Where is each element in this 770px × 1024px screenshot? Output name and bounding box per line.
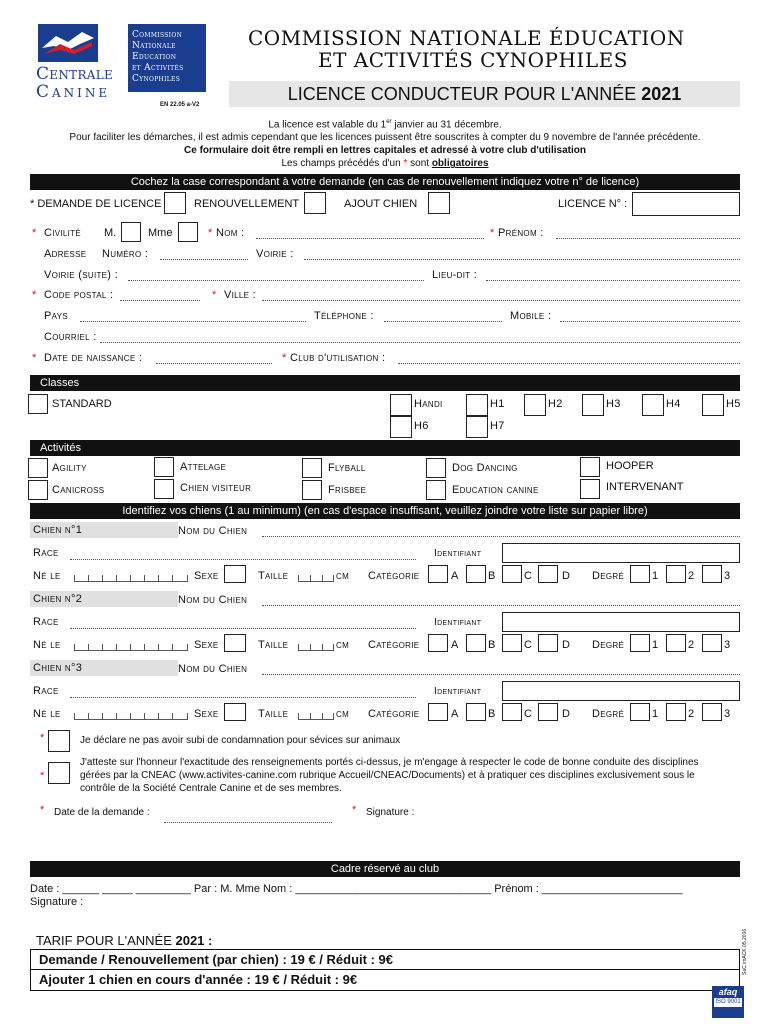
degre-2-label: 2 bbox=[688, 708, 695, 720]
taille-label: Taille bbox=[258, 708, 289, 720]
identifiant-label: Identifiant bbox=[434, 686, 482, 697]
categorie-label: Catégorie bbox=[368, 570, 420, 582]
code-postal-field[interactable] bbox=[120, 300, 200, 301]
nom-chien-field[interactable] bbox=[262, 605, 740, 606]
sexe-field[interactable] bbox=[224, 565, 246, 583]
h5-checkbox[interactable] bbox=[702, 394, 724, 416]
agility-checkbox[interactable] bbox=[28, 458, 48, 478]
cat-d-label: D bbox=[562, 639, 570, 651]
sexe-label: Sexe bbox=[194, 570, 219, 582]
ne-le-label: Né le bbox=[33, 639, 61, 651]
cat-b-label: B bbox=[488, 708, 496, 720]
nom-chien-label: Nom du Chien bbox=[178, 663, 248, 675]
education-canine-label: Education canine bbox=[452, 484, 539, 496]
sexe-field[interactable] bbox=[224, 634, 246, 652]
nom-chien-label: Nom du Chien bbox=[178, 525, 248, 537]
degre-2-label: 2 bbox=[688, 570, 695, 582]
civilite-mme: Mme bbox=[148, 227, 173, 239]
h3-checkbox[interactable] bbox=[582, 394, 604, 416]
h3-label: H3 bbox=[606, 398, 621, 410]
sexe-field[interactable] bbox=[224, 703, 246, 721]
degre-3-label: 3 bbox=[724, 570, 731, 582]
dog-title-1: Chien n°1 bbox=[30, 522, 178, 538]
identifiant-label: Identifiant bbox=[434, 548, 482, 559]
licence-band bbox=[229, 81, 740, 107]
h4-label: H4 bbox=[666, 398, 681, 410]
degre-3-label: 3 bbox=[724, 639, 731, 651]
h1-label: H1 bbox=[490, 398, 505, 410]
degre-3-checkbox[interactable] bbox=[702, 634, 722, 652]
lieu-dit-label: Lieu-dit : bbox=[432, 269, 478, 281]
dog-block-2 bbox=[0, 591, 770, 657]
h6-label: H6 bbox=[414, 420, 429, 432]
degre-2-checkbox[interactable] bbox=[666, 565, 686, 583]
h2-label: H2 bbox=[548, 398, 563, 410]
afaq-iso: ISO 9001 bbox=[715, 999, 741, 1005]
pays-label: Pays bbox=[44, 310, 68, 322]
degre-1-label: 1 bbox=[652, 570, 659, 582]
intro-block bbox=[20, 116, 750, 170]
cat-b-checkbox[interactable] bbox=[466, 703, 486, 721]
declaration-honneur-text: J'atteste sur l'honneur l'exactitude des renseignements portés ci-dessus, je m'engage à respecter le code de bonne conduite des disciplines gérées par la CNEAC (www.activites-canine.com rubrique Accueil/CNEAC/Documents) et à pratiquer ces disciplines exclusivement sous le contrôle de la Société Centrale Canine et de ses membres. bbox=[80, 757, 699, 794]
prenom-label: Prénom : bbox=[498, 227, 544, 239]
voirie-suite-label: Voirie (suite) : bbox=[44, 269, 118, 281]
frisbee-label: Frisbee bbox=[328, 484, 367, 496]
prenom-field[interactable] bbox=[556, 238, 740, 239]
dog-block-1 bbox=[0, 522, 770, 588]
licence-year: 2021 bbox=[641, 84, 682, 104]
dog-title-3: Chien n°3 bbox=[30, 660, 178, 676]
degre-label: Degré bbox=[592, 639, 625, 651]
h6-checkbox[interactable] bbox=[390, 416, 412, 438]
tarif-table bbox=[30, 949, 740, 991]
numero-field[interactable] bbox=[160, 259, 248, 260]
education-canine-checkbox[interactable] bbox=[426, 480, 446, 500]
logo-line: Nationale bbox=[132, 41, 176, 51]
nom-chien-label: Nom du Chien bbox=[178, 594, 248, 606]
logo-line: Commission bbox=[132, 30, 183, 40]
chien-visiteur-checkbox[interactable] bbox=[154, 479, 174, 499]
cat-a-checkbox[interactable] bbox=[428, 565, 448, 583]
cat-b-checkbox[interactable] bbox=[466, 565, 486, 583]
telephone-label: Téléphone : bbox=[314, 310, 374, 322]
form-code: EN 22.05 a-V2 bbox=[160, 102, 200, 108]
demande-bar: Cochez la case correspondant à votre demande (en cas de renouvellement indiquez votre n° de licence) bbox=[30, 174, 740, 190]
cat-d-checkbox[interactable] bbox=[538, 565, 558, 583]
logo-line: Cynophiles bbox=[132, 74, 181, 84]
chien-visiteur-label: Chien visiteur bbox=[180, 482, 252, 494]
afaq-text: afaq bbox=[718, 987, 738, 997]
attelage-checkbox[interactable] bbox=[154, 457, 174, 477]
degre-1-checkbox[interactable] bbox=[630, 634, 650, 652]
h4-checkbox[interactable] bbox=[642, 394, 664, 416]
degre-2-checkbox[interactable] bbox=[666, 634, 686, 652]
licence-no-label: LICENCE N° : bbox=[558, 198, 628, 210]
degre-2-label: 2 bbox=[688, 639, 695, 651]
cat-c-checkbox[interactable] bbox=[502, 634, 522, 652]
race-label: Race bbox=[33, 616, 59, 628]
lieu-dit-field[interactable] bbox=[486, 280, 740, 281]
race-label: Race bbox=[33, 547, 59, 559]
degre-1-checkbox[interactable] bbox=[630, 565, 650, 583]
ne-le-field[interactable] bbox=[74, 702, 188, 720]
civilite-m-checkbox[interactable] bbox=[121, 222, 141, 242]
required-star: * bbox=[32, 352, 37, 364]
cat-b-checkbox[interactable] bbox=[466, 634, 486, 652]
club-label: Club d'utilisation : bbox=[290, 352, 386, 364]
intro-capitals-note: Ce formulaire doit être rempli en lettres capitales et adressé à votre club d'utilisation bbox=[184, 145, 586, 157]
date-naissance-label: Date de naissance : bbox=[44, 352, 143, 364]
ne-le-field[interactable] bbox=[74, 564, 188, 582]
centrale-canine-logo bbox=[28, 22, 208, 108]
page-title-line2: ET ACTIVITÉS CYNOPHILES bbox=[318, 48, 628, 72]
degre-label: Degré bbox=[592, 570, 625, 582]
cm-label: cm bbox=[336, 639, 350, 651]
degre-1-checkbox[interactable] bbox=[630, 703, 650, 721]
cat-d-checkbox[interactable] bbox=[538, 703, 558, 721]
declaration-condamnation-checkbox[interactable] bbox=[48, 730, 70, 752]
logo-centrale: Centrale bbox=[36, 64, 114, 84]
required-star: * bbox=[212, 289, 217, 301]
date-demande-field[interactable] bbox=[164, 822, 332, 823]
logo-cneac-block bbox=[128, 24, 206, 92]
standard-label: STANDARD bbox=[52, 398, 112, 410]
h7-checkbox[interactable] bbox=[466, 416, 488, 438]
ne-le-label: Né le bbox=[33, 570, 61, 582]
renouvellement-label: RENOUVELLEMENT bbox=[194, 198, 300, 210]
required-star: * bbox=[490, 227, 495, 239]
civilite-label: Civilité bbox=[44, 227, 82, 239]
degre-1-label: 1 bbox=[652, 639, 659, 651]
logo-canine: Canine bbox=[36, 82, 111, 102]
standard-checkbox[interactable] bbox=[28, 394, 48, 414]
hooper-checkbox[interactable] bbox=[580, 457, 600, 477]
categorie-label: Catégorie bbox=[368, 708, 420, 720]
required-star: * bbox=[32, 289, 37, 301]
ne-le-label: Né le bbox=[33, 708, 61, 720]
voirie-suite-field[interactable] bbox=[128, 280, 424, 281]
nom-label: Nom : bbox=[216, 227, 245, 239]
identifiant-label: Identifiant bbox=[434, 617, 482, 628]
taille-label: Taille bbox=[258, 570, 289, 582]
civilite-m: M. bbox=[104, 227, 117, 239]
cm-label: cm bbox=[336, 570, 350, 582]
required-star: * bbox=[40, 770, 45, 782]
courriel-label: Courriel : bbox=[44, 331, 97, 343]
page-title-line1: COMMISSION NATIONALE ÉDUCATION bbox=[248, 26, 685, 50]
sexe-label: Sexe bbox=[194, 639, 219, 651]
nom-field[interactable] bbox=[256, 238, 484, 239]
mobile-field[interactable] bbox=[560, 321, 740, 322]
race-field[interactable] bbox=[70, 559, 416, 560]
courriel-field[interactable] bbox=[100, 342, 740, 343]
signature-label: Signature : bbox=[366, 807, 415, 818]
race-field[interactable] bbox=[70, 628, 416, 629]
licence-title: LICENCE CONDUCTEUR POUR L'ANNÉE bbox=[287, 84, 637, 104]
race-label: Race bbox=[33, 685, 59, 697]
pays-field[interactable] bbox=[80, 321, 306, 322]
club-line: Date : ______ _____ _________ Par : M. Mme Nom : ________________________________ Prénom : _______________________ bbox=[30, 883, 683, 895]
demande-label: * DEMANDE DE LICENCE bbox=[30, 198, 162, 210]
logo-line: et Activités bbox=[132, 63, 184, 73]
code-postal-label: Code postal : bbox=[44, 289, 114, 301]
ajout-chien-label: AJOUT CHIEN bbox=[344, 198, 418, 210]
tarif-row-demande: Demande / Renouvellement (par chien) : 19 € / Réduit : 9€ bbox=[31, 950, 739, 970]
dog-dancing-label: Dog Dancing bbox=[452, 462, 518, 474]
cat-c-checkbox[interactable] bbox=[502, 703, 522, 721]
cat-c-label: C bbox=[524, 570, 532, 582]
numero-label: Numéro : bbox=[102, 248, 149, 260]
side-reference: SaC.imACK.05.2016 bbox=[742, 928, 748, 975]
required-star: * bbox=[352, 804, 357, 816]
degre-1-label: 1 bbox=[652, 708, 659, 720]
intro-validity: La licence est valable du 1er janvier au 31 décembre. bbox=[268, 119, 502, 131]
required-star: * bbox=[40, 804, 45, 816]
degre-2-checkbox[interactable] bbox=[666, 703, 686, 721]
race-field[interactable] bbox=[70, 697, 416, 698]
renouvellement-checkbox[interactable] bbox=[304, 192, 326, 214]
voirie-field[interactable] bbox=[304, 259, 740, 260]
identifiant-field[interactable] bbox=[502, 681, 740, 701]
nom-chien-field[interactable] bbox=[262, 674, 740, 675]
h5-label: H5 bbox=[726, 398, 741, 410]
taille-label: Taille bbox=[258, 639, 289, 651]
cat-c-label: C bbox=[524, 639, 532, 651]
cat-c-checkbox[interactable] bbox=[502, 565, 522, 583]
cat-a-checkbox[interactable] bbox=[428, 634, 448, 652]
cm-label: cm bbox=[336, 708, 350, 720]
cat-d-label: D bbox=[562, 570, 570, 582]
attelage-label: Attelage bbox=[180, 461, 227, 473]
agility-label: Agility bbox=[52, 462, 87, 474]
cat-c-label: C bbox=[524, 708, 532, 720]
ne-le-field[interactable] bbox=[74, 633, 188, 651]
tarif-row-ajout: Ajouter 1 chien en cours d'année : 19 € / Réduit : 9€ bbox=[39, 972, 358, 987]
declaration-condamnation-text: Je déclare ne pas avoir subi de condamnation pour sévices sur animaux bbox=[80, 735, 401, 746]
afaq-logo bbox=[712, 986, 744, 1018]
demande-checkbox-1[interactable] bbox=[164, 192, 186, 214]
h1-checkbox[interactable] bbox=[466, 394, 488, 416]
nom-chien-field[interactable] bbox=[262, 536, 740, 537]
taille-field[interactable] bbox=[298, 702, 334, 720]
licence-no-field[interactable] bbox=[632, 192, 740, 216]
dog-block-3 bbox=[0, 660, 770, 726]
civilite-mme-checkbox[interactable] bbox=[178, 222, 198, 242]
categorie-label: Catégorie bbox=[368, 639, 420, 651]
date-naissance-field[interactable] bbox=[156, 363, 272, 364]
sexe-label: Sexe bbox=[194, 708, 219, 720]
cat-b-label: B bbox=[488, 639, 496, 651]
intro-mandatory-note: Les champs précédés d'un * sont obligatoires bbox=[281, 158, 489, 170]
logo-line: Education bbox=[132, 52, 177, 62]
degre-3-label: 3 bbox=[724, 708, 731, 720]
intervenant-label: INTERVENANT bbox=[606, 481, 684, 493]
cat-b-label: B bbox=[488, 570, 496, 582]
date-demande-label: Date de la demande : bbox=[54, 807, 150, 818]
required-star: * bbox=[208, 227, 213, 239]
club-field[interactable] bbox=[398, 363, 740, 364]
required-star: * bbox=[282, 352, 287, 364]
cat-a-checkbox[interactable] bbox=[428, 703, 448, 721]
dog-dancing-checkbox[interactable] bbox=[426, 458, 446, 478]
hooper-label: HOOPER bbox=[606, 460, 654, 472]
club-signature-label: Signature : bbox=[30, 896, 84, 908]
degre-label: Degré bbox=[592, 708, 625, 720]
h2-checkbox[interactable] bbox=[524, 394, 546, 416]
telephone-field[interactable] bbox=[384, 321, 502, 322]
canicross-label: Canicross bbox=[52, 484, 105, 496]
cat-a-label: A bbox=[451, 708, 459, 720]
identifiant-field[interactable] bbox=[502, 543, 740, 563]
handi-checkbox[interactable] bbox=[390, 394, 412, 416]
declaration-honneur-checkbox[interactable] bbox=[48, 762, 70, 784]
dog-title-2: Chien n°2 bbox=[30, 591, 178, 607]
intervenant-checkbox[interactable] bbox=[580, 479, 600, 499]
degre-3-checkbox[interactable] bbox=[702, 703, 722, 721]
activites-bar: Activités bbox=[30, 440, 740, 456]
cadre-club-bar: Cadre réservé au club bbox=[30, 861, 740, 877]
chiens-bar: Identifiez vos chiens (1 au minimum) (en cas d'espace insuffisant, veuillez joindre votre liste sur papier libre) bbox=[30, 503, 740, 519]
mobile-label: Mobile : bbox=[510, 310, 552, 322]
ajout-chien-checkbox[interactable] bbox=[428, 192, 450, 214]
flyball-label: Flyball bbox=[328, 462, 366, 474]
cat-d-checkbox[interactable] bbox=[538, 634, 558, 652]
logo-dog-emblem bbox=[38, 24, 98, 62]
frisbee-checkbox[interactable] bbox=[302, 480, 322, 500]
required-star: * bbox=[32, 227, 37, 239]
handi-label: Handi bbox=[414, 398, 443, 410]
ville-field[interactable] bbox=[262, 300, 740, 301]
classes-bar: Classes bbox=[30, 375, 740, 391]
degre-3-checkbox[interactable] bbox=[702, 565, 722, 583]
cat-d-label: D bbox=[562, 708, 570, 720]
h7-label: H7 bbox=[490, 420, 505, 432]
tarif-title: TARIF POUR L'ANNÉE 2021 : bbox=[36, 933, 213, 948]
cat-a-label: A bbox=[451, 639, 459, 651]
voirie-label: Voirie : bbox=[256, 248, 294, 260]
ville-label: Ville : bbox=[224, 289, 257, 301]
identifiant-field[interactable] bbox=[502, 612, 740, 632]
taille-field[interactable] bbox=[298, 564, 334, 582]
cat-a-label: A bbox=[451, 570, 459, 582]
adresse-label: Adresse bbox=[44, 248, 87, 260]
required-star: * bbox=[40, 732, 45, 744]
taille-field[interactable] bbox=[298, 633, 334, 651]
canicross-checkbox[interactable] bbox=[28, 480, 48, 500]
intro-early-subscription: Pour faciliter les démarches, il est admis cependant que les licences puissent être souscrites à compter du 9 novembre de l'année précédente. bbox=[69, 132, 701, 144]
flyball-checkbox[interactable] bbox=[302, 458, 322, 478]
